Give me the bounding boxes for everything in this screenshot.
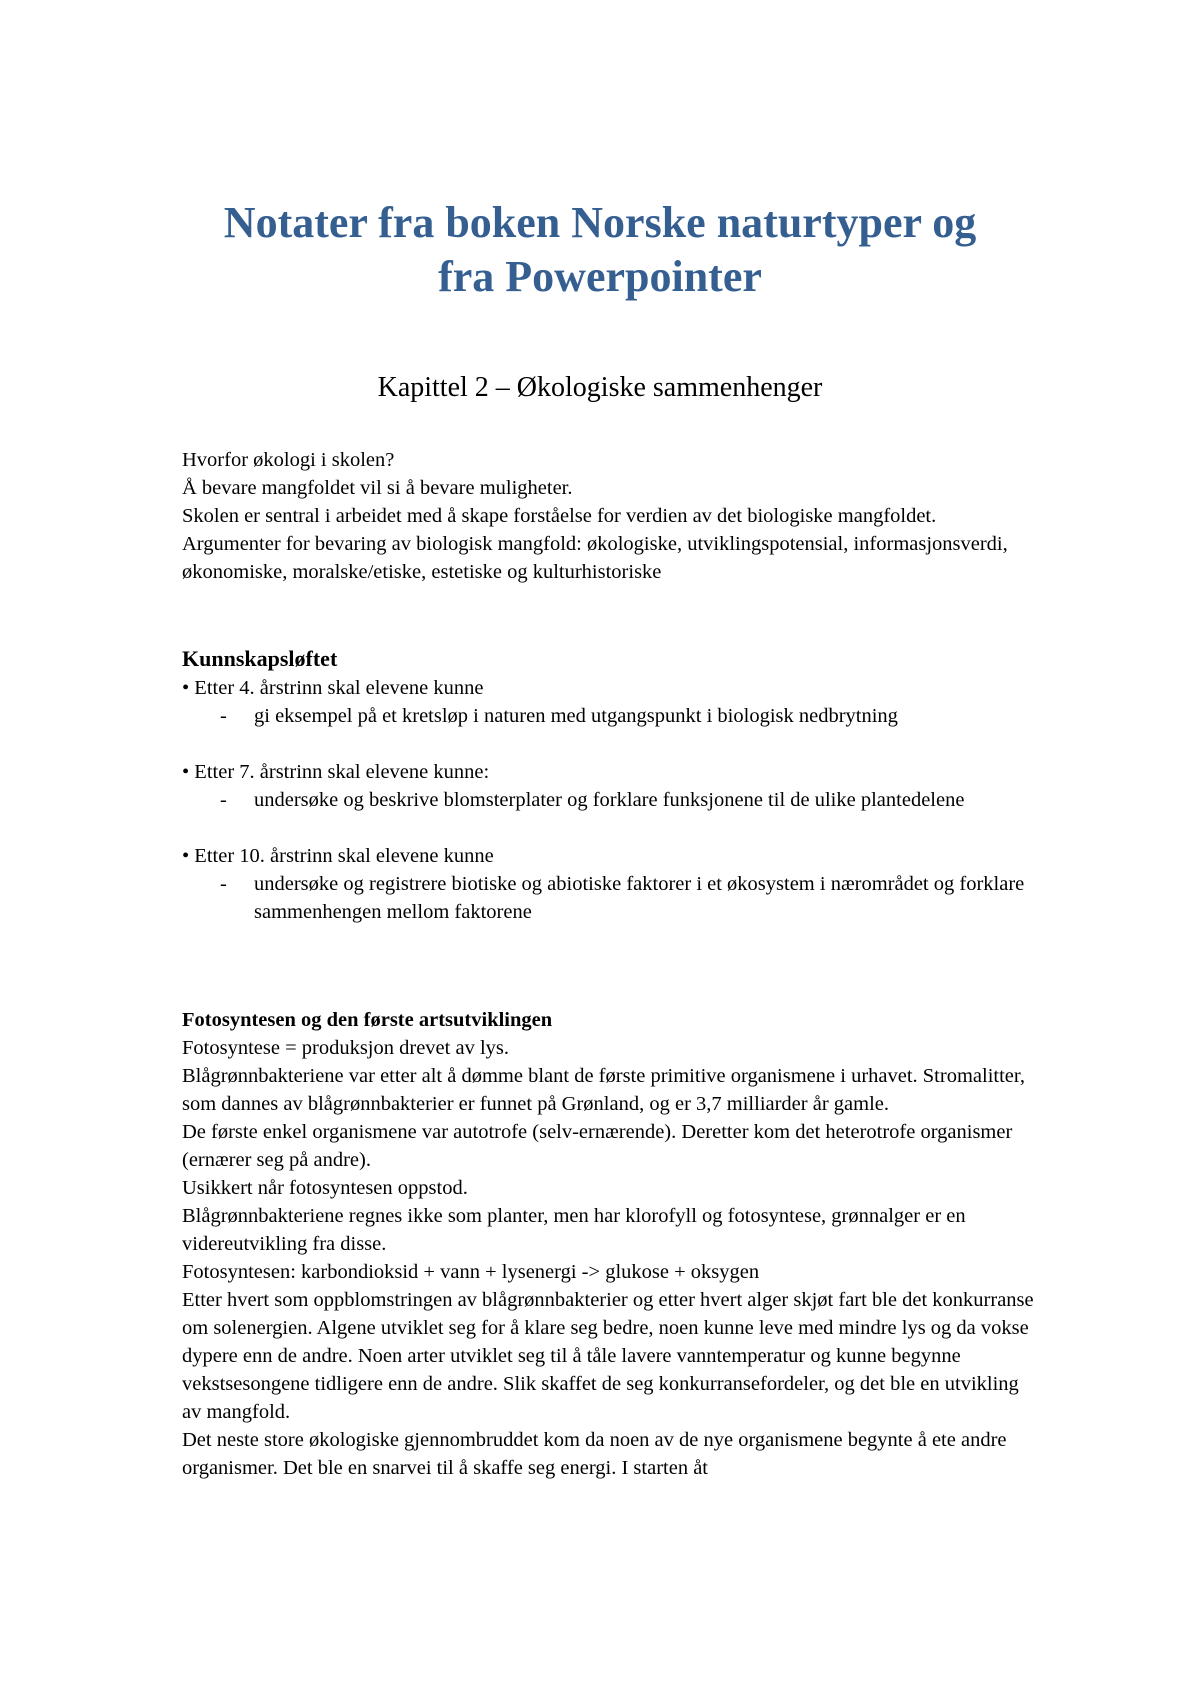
bullet-item: • Etter 4. årstrinn skal elevene kunne [182,677,484,699]
section-heading: Fotosyntesen og den første artsutviklingen [182,1009,553,1031]
intro-line: Hvorfor økologi i skolen? [182,449,395,471]
fotosyntesen-section [182,1006,1042,1482]
paragraph: Blågrønnbakteriene regnes ikke som planter, men har klorofyll og fotosyntese, grønnalger er en videreutvikling fra disse. [182,1205,966,1255]
paragraph: Etter hvert som oppblomstringen av blågrønnbakterier og etter hvert alger skjøt fart ble det konkurranse om solenergien. Algene utviklet seg for å klare seg bedre, noen kunne leve med mindre lys og da vokse dypere enn de andre. Noen arter utviklet seg til å tåle lavere vanntemperatur og kunne begynne vekstsesongene tidligere enn de andre. Slik skaffet de seg konkurransefordeler, og det ble en utvikling av mangfold. [182,1289,1034,1423]
bullet-item: • Etter 7. årstrinn skal elevene kunne: [182,761,490,783]
dash-item-text: gi eksempel på et kretsløp i naturen med utgangspunkt i biologisk nedbrytning [254,705,898,727]
intro-line: Skolen er sentral i arbeidet med å skape forståelse for verdien av det biologiske mangfoldet. [182,505,937,527]
dash-marker: - [220,705,227,727]
paragraph: Blågrønnbakteriene var etter alt å dømme blant de første primitive organismene i urhavet. Stromalitter, som dannes av blågrønnbakterier er funnet på Grønland, og er 3,7 milliarder år gamle. [182,1065,1026,1115]
dash-list-item [182,870,1042,926]
section-heading: Kunnskapsløftet [182,646,338,671]
bullet-group [182,674,1042,730]
dash-marker: - [220,789,227,811]
dash-marker: - [220,873,227,895]
dash-list-item [182,786,1042,814]
intro-line: Å bevare mangfoldet vil si å bevare muligheter. [182,477,573,499]
intro-section [182,446,1042,586]
chapter-heading: Kapittel 2 – Økologiske sammenhenger [377,372,823,403]
paragraph: Fotosyntese = produksjon drevet av lys. [182,1037,509,1059]
bullet-item: • Etter 10. årstrinn skal elevene kunne [182,845,494,867]
paragraph: Usikkert når fotosyntesen oppstod. [182,1177,468,1199]
intro-line: Argumenter for bevaring av biologisk mangfold: økologiske, utviklingspotensial, informasjonsverdi, økonomiske, moralske/etiske, estetiske og kulturhistoriske [182,533,1008,583]
paragraph: Fotosyntesen: karbondioksid + vann + lysenergi -> glukose + oksygen [182,1261,760,1283]
bullet-group [182,842,1042,926]
paragraph: De første enkel organismene var autotrofe (selv-ernærende). Deretter kom det heterotrofe organismer (ernærer seg på andre). [182,1121,1013,1171]
bullet-group [182,758,1042,814]
title-line-1: Notater fra boken Norske naturtyper og [223,198,977,247]
dash-list-item [182,702,1042,730]
paragraph: Det neste store økologiske gjennombruddet kom da noen av de nye organismene begynte å ete andre organismer. Det ble en snarvei til å skaffe seg energi. I starten åt [182,1429,1007,1479]
document-title [100,196,1100,304]
dash-item-text: undersøke og registrere biotiske og abiotiske faktorer i et økosystem i nærområdet og forklare sammenhengen mellom faktorene [254,873,1025,923]
title-line-2: fra Powerpointer [438,252,762,301]
dash-item-text: undersøke og beskrive blomsterplater og forklare funksjonene til de ulike plantedelene [254,789,965,811]
kunnskapsloftet-section [182,644,1042,926]
